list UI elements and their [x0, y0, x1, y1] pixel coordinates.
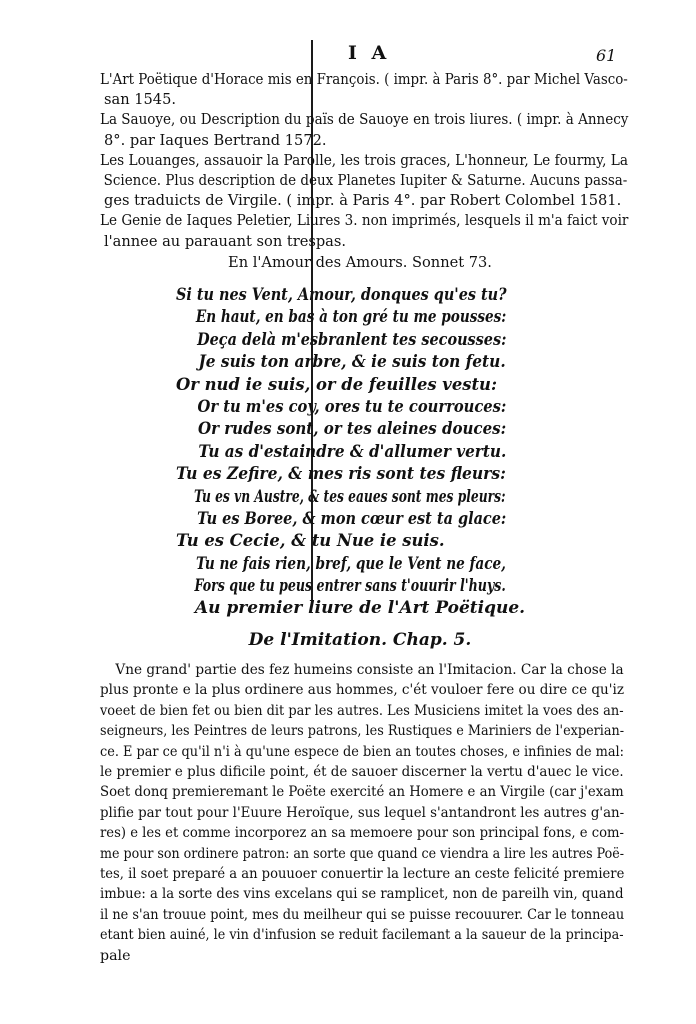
poem-verse: Tu es Cecie, & tu Nue ie suis. — [176, 531, 445, 551]
prose-line: seigneurs, les Peintres de leurs patrons, les Rustiques e Mariniers de l'experian- — [100, 723, 625, 740]
prose-line: etant bien auiné, le vin d'infusion se reduit facilemant a la saueur de la principa- — [100, 927, 624, 944]
prose-line: le premier e plus dificile point, ét de sauoer discerner la vertu d'auec le vice. — [100, 764, 624, 781]
catalog-line: Science. Plus description de deux Planetes Iupiter & Saturne. Aucuns passa- — [103, 172, 628, 190]
poem-verse: Tu ne fais rien, bref, que le Vent ne face, — [195, 553, 506, 573]
prose-line: plifie par tout pour l'Euure Heroïque, sus lequel s'antandront les autres g'an- — [100, 804, 625, 821]
poem-verse: Deça delà m'esbranlent tes secousses: — [197, 329, 507, 349]
prose-line: pale — [100, 947, 131, 964]
catalog-line: ges traduicts de Virgile. ( impr. à Paris 4°. par Robert Colombel 1581. — [104, 192, 622, 210]
prose-paragraph — [100, 660, 625, 966]
catalog-line: 8°. par Iaques Bertrand 1572. — [104, 131, 327, 149]
poem-verse: Or tu m'es coy, ores tu te courrouces: — [197, 397, 507, 417]
catalog-line: La Sauoye, ou Description du païs de Sauoye en trois liures. ( impr. à Annecy — [100, 111, 629, 129]
poem-verse: Fors que tu peus entrer sans t'ouurir l'huys. — [194, 576, 506, 596]
prose-line: voeet de bien fet ou bien dit par les autres. Les Musiciens imitet la voes des an- — [100, 702, 624, 719]
sonnet-title: En l'Amour des Amours. Sonnet 73. — [228, 254, 492, 271]
prose-line: tes, il soet preparé a an pouuoer conuertir la lecture an ceste felicité premiere — [100, 866, 625, 883]
poem-verse: Or rudes sont, or tes aleines douces: — [198, 419, 507, 439]
prose-line: Vne grand' partie des fez humeins consiste an l'Imitacion. Car la chose la — [115, 662, 624, 678]
prose-line: me pour son ordinere patron: an sorte que quand ce viendra a lire les autres Poë- — [100, 845, 624, 862]
sonnet-poem — [176, 284, 617, 598]
poem-verse: Tu es Boree, & mon cœur est ta glace: — [197, 509, 507, 529]
poem-verse: Tu es vn Austre, & tes eaues sont mes pleurs: — [193, 486, 506, 506]
catalog-line: san 1545. — [104, 91, 177, 109]
poem-verse: Or nud ie suis, or de feuilles vestu: — [176, 374, 498, 394]
prose-line: imbue: a la sorte des vins excelans qui se ramplicet, non de pareilh vin, quand — [100, 886, 624, 903]
poem-verse: Tu as d'estaindre & d'allumer vertu. — [198, 441, 507, 461]
poem-verse: En haut, en bas à ton gré tu me pousses: — [195, 307, 507, 327]
page-number: 61 — [596, 46, 617, 65]
poem-verse: Tu es Zefire, & mes ris sont tes fleurs: — [176, 464, 506, 484]
prose-line: res) e les et comme incorporez an sa memoere pour son principal fons, e com- — [100, 825, 625, 842]
prose-line: il ne s'an trouue point, mes du meilheur qui se puisse recouurer. Car le tonneau — [100, 906, 625, 923]
prose-line: Soet donq premieremant le Poëte exercité an Homere e an Virgile (car j'exam — [100, 784, 624, 801]
poem-verse: Si tu nes Vent, Amour, donques qu'es tu? — [176, 285, 507, 304]
catalog-line: L'Art Poëtique d'Horace mis en François. ( impr. à Paris 8°. par Michel Vasco- — [100, 71, 628, 88]
catalog-line: l'annee au parauant son trespas. — [104, 232, 347, 250]
catalog-line: Le Genie de Iaques Peletier, Liures 3. non imprimés, lesquels il m'a faict voir — [100, 212, 629, 230]
poem-verse: Je suis ton arbre, & ie suis ton fetu. — [198, 352, 506, 372]
prose-line: ce. E par ce qu'il n'i à qu'une espece de bien an toutes choses, e infinies de mal: — [100, 743, 625, 760]
catalog-line: Les Louanges, assauoir la Parolle, les trois graces, L'honneur, Le fourmy, La — [100, 151, 628, 169]
prose-line: plus pronte e la plus ordinere aus hommes, c'ét vouloer fere ou dire ce qu'iz — [100, 682, 624, 699]
signature-mark: I A — [348, 42, 391, 64]
book-title: Au premier liure de l'Art Poëtique. — [194, 598, 526, 618]
chapter-title: De l'Imitation. Chap. 5. — [248, 630, 472, 650]
bibliography-list — [100, 70, 630, 252]
